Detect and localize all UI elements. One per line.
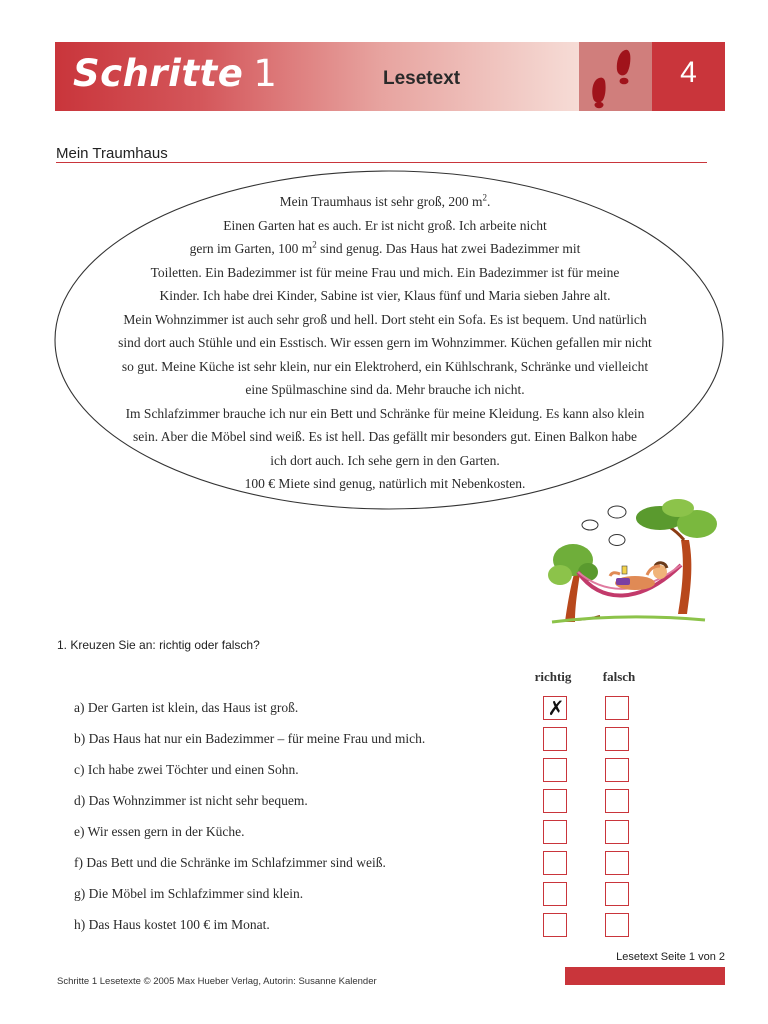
text-line: Mein Wohnzimmer ist auch sehr groß und hell. Dort steht ein Sofa. Es ist bequem. Und natürlich [123, 311, 647, 327]
checkbox-richtig[interactable] [543, 696, 567, 720]
document-title: Mein Traumhaus [56, 145, 168, 162]
exercise-item: g) Die Möbel im Schlafzimmer sind klein. [74, 886, 304, 901]
checkbox-falsch[interactable] [605, 913, 629, 937]
checkbox-richtig[interactable] [543, 913, 567, 937]
checkbox-falsch[interactable] [605, 696, 629, 720]
exercise-item: h) Das Haus kostet 100 € im Monat. [74, 917, 270, 932]
brand-name: Schritte [73, 52, 244, 95]
brand-number: 1 [253, 52, 278, 95]
text-line: so gut. Meine Küche ist sehr klein, nur ein Elektroherd, ein Kühlschrank, Schränke und vielleicht [121, 358, 649, 374]
checkbox-richtig[interactable] [543, 758, 567, 782]
text-line: ich dort auch. Ich sehe gern in den Garten. [270, 452, 500, 468]
text-line: 100 € Miete sind genug, natürlich mit Nebenkosten. [244, 476, 526, 491]
checkbox-richtig[interactable] [543, 882, 567, 906]
exercise-item: d) Das Wohnzimmer ist nicht sehr bequem. [74, 793, 308, 808]
exercise-item: c) Ich habe zwei Töchter und einen Sohn. [74, 762, 299, 777]
text-line: Kinder. Ich habe drei Kinder, Sabine ist vier, Klaus fünf und Maria sieben Jahre alt. [159, 288, 611, 303]
checkbox-falsch[interactable] [605, 727, 629, 751]
superscript: 2 [482, 192, 487, 203]
checkbox-richtig[interactable] [543, 851, 567, 875]
task-instruction: 1. Kreuzen Sie an: richtig oder falsch? [57, 638, 260, 652]
checkbox-richtig[interactable] [543, 789, 567, 813]
column-head-richtig: richtig [534, 669, 572, 684]
checkbox-richtig[interactable] [543, 727, 567, 751]
superscript: 2 [312, 239, 317, 250]
text-line: Einen Garten hat es auch. Er ist nicht groß. Ich arbeite nicht [223, 217, 547, 233]
exercise-item: a) Der Garten ist klein, das Haus ist groß. [74, 700, 299, 715]
text-line: Mein Traumhaus ist sehr groß, 200 $m^2$. [279, 192, 491, 209]
copyright-notice: Schritte 1 Lesetexte © 2005 Max Hueber Verlag, Autorin: Susanne Kalender [57, 976, 377, 987]
text-line: eine Spülmaschine sind da. Mehr brauche ich nicht. [245, 382, 525, 397]
header-subtitle: Lesetext [383, 68, 461, 89]
checkbox-richtig[interactable] [543, 820, 567, 844]
checkbox-falsch[interactable] [605, 789, 629, 813]
text-line: gern im Garten, 100 $m^2$ sind genug. Das Haus hat zwei Badezimmer mit [189, 239, 581, 256]
page-info: Lesetext Seite 1 von 2 [616, 951, 725, 963]
checkbox-falsch[interactable] [605, 851, 629, 875]
text-line: Im Schlafzimmer brauche ich nur ein Bett und Schränke für meine Kleidung. Es kann also klein [125, 405, 645, 421]
footer-bar [565, 967, 725, 985]
text-line: Toiletten. Ein Badezimmer ist für meine Frau und mich. Ein Badezimmer ist für meine [150, 264, 620, 280]
text-line: sein. Aber die Möbel sind weiß. Es ist hell. Das gefällt mir besonders gut. Einen Balkon habe [133, 429, 637, 444]
exercise-item: b) Das Haus hat nur ein Badezimmer – für meine Frau und mich. [74, 731, 426, 746]
man-in-hammock-illustration [548, 499, 717, 622]
checkbox-falsch[interactable] [605, 882, 629, 906]
checkbox-falsch[interactable] [605, 820, 629, 844]
checkbox-falsch[interactable] [605, 758, 629, 782]
exercise-item: f) Das Bett und die Schränke im Schlafzimmer sind weiß. [74, 855, 386, 870]
check-mark: ✗ [547, 696, 565, 720]
text-line: sind dort auch Stühle und ein Esstisch. Wir essen gern im Wohnzimmer. Küchen gefallen mir nicht [118, 335, 652, 350]
exercise-item: e) Wir essen gern in der Küche. [74, 824, 245, 839]
column-head-falsch: falsch [602, 669, 636, 684]
bubble-text [50, 190, 720, 496]
page-number: 4 [680, 56, 697, 89]
